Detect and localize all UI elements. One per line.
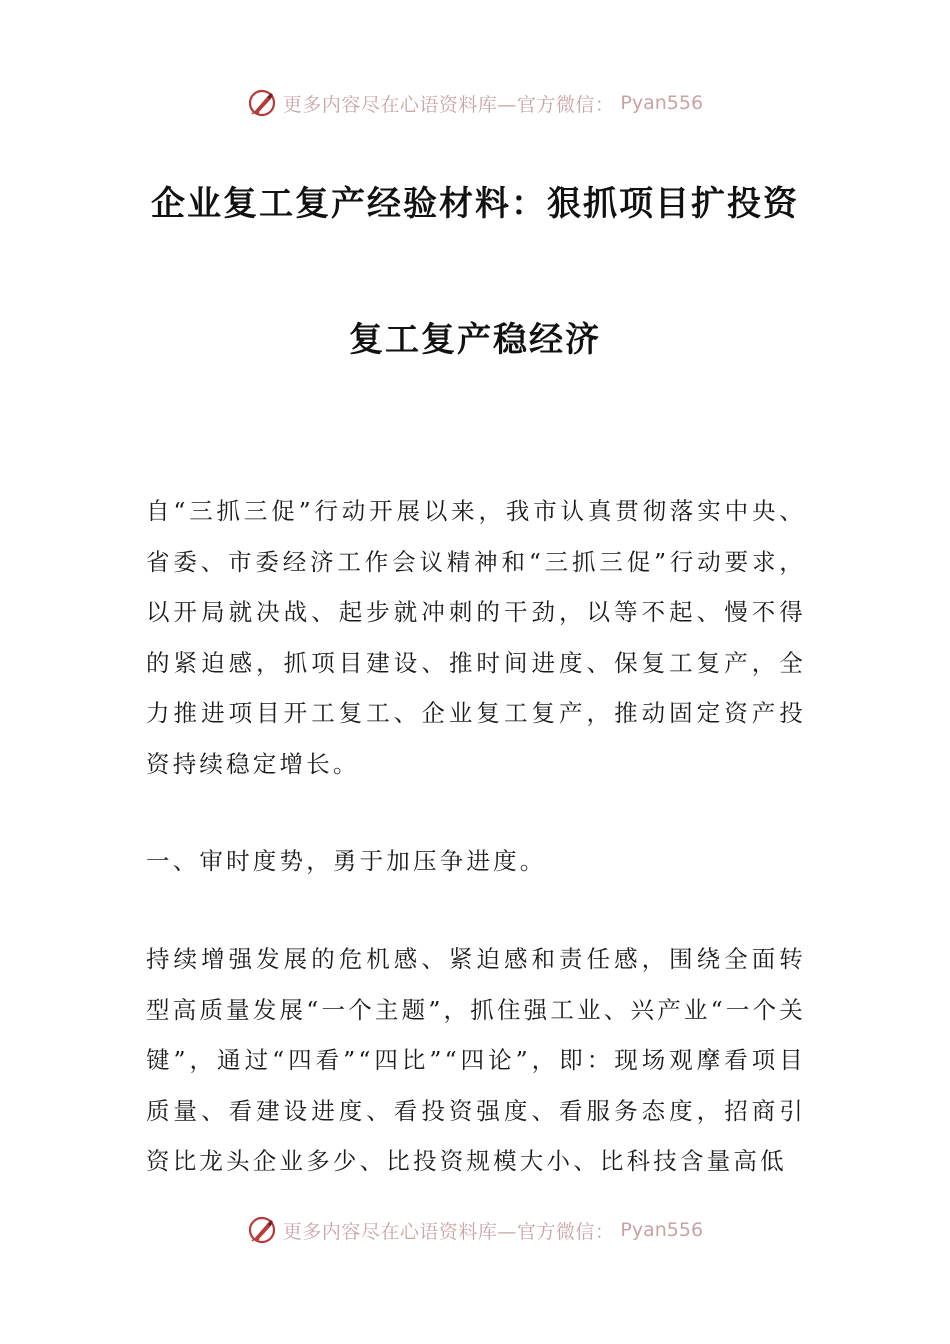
body-paragraph-1: 自“三抓三促”行动开展以来，我市认真贯彻落实中央、省委、市委经济工作会议精神和“三抓三促”行动要求，以开局就决战、起步就冲刺的干劲，以等不起、慢不得的紧迫感，抓项目建设、推时间进度、保复工复产，全力推进项目开工复工、企业复工复产，推动固定资产投资持续稳定增长。 (146, 497, 806, 778)
header-watermark-banner (0, 83, 950, 123)
pen-logo-icon (247, 1215, 277, 1245)
section-heading-1: 一、审时度势，勇于加压争进度。 (146, 847, 547, 875)
pen-logo-icon (247, 88, 277, 118)
banner-wechat-id: Pyan556 (620, 92, 704, 114)
body-paragraph-2: 持续增强发展的危机感、紧迫感和责任感，围绕全面转型高质量发展“一个主题”，抓住强工业、兴产业“一个关键”，通过“四看”“四比”“四论”，即：现场观摩看项目质量、看建设进度、看投资强度、看服务态度，招商引资比龙头企业多少、比投资规模大小、比科技含量高低 (146, 945, 806, 1175)
banner-text: 更多内容尽在心语资料库—官方微信： (282, 1220, 615, 1243)
document-title-line2: 复工复产稳经济 (349, 320, 601, 360)
banner-text: 更多内容尽在心语资料库—官方微信： (282, 93, 615, 116)
footer-watermark-banner (0, 1210, 950, 1250)
document-title-line1: 企业复工复产经验材料：狠抓项目扩投资 (151, 184, 799, 224)
banner-wechat-id: Pyan556 (620, 1219, 704, 1241)
